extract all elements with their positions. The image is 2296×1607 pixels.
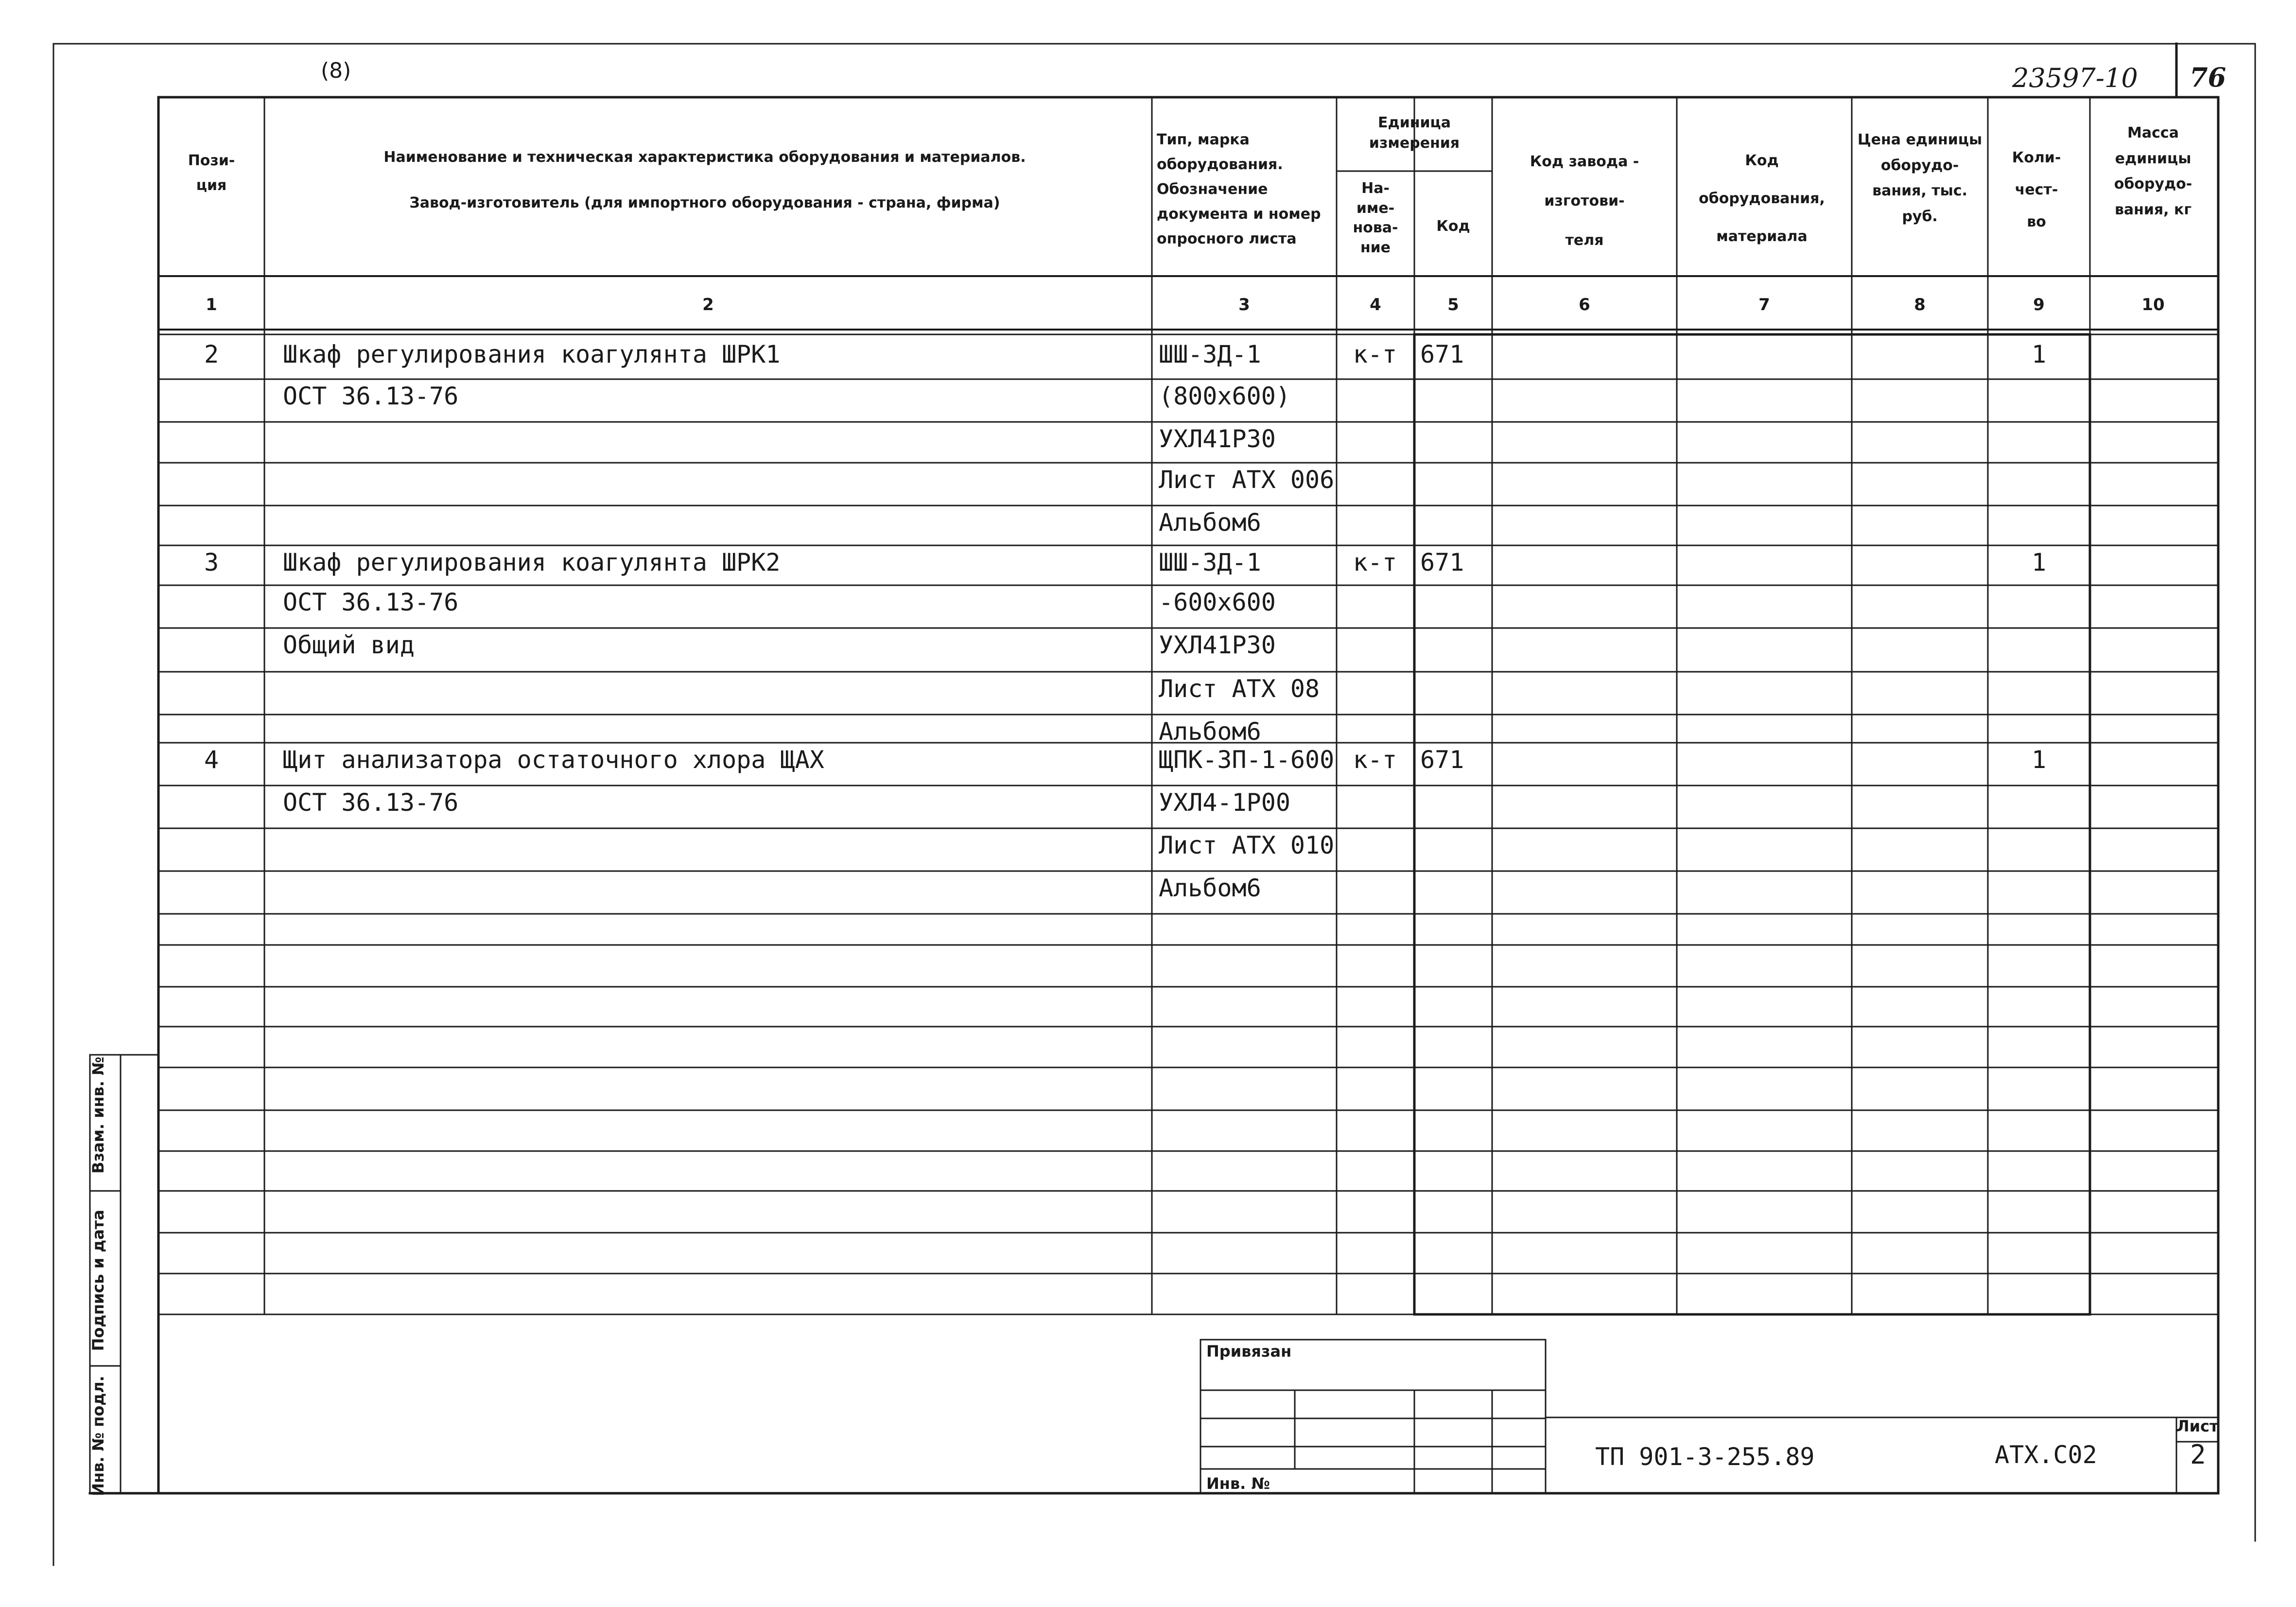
cell-type: (800х600) — [1159, 382, 1290, 410]
document-code: АТХ.С02 — [1995, 1441, 2097, 1469]
column-number-6: 6 — [1579, 295, 1590, 314]
header-name-line2: Завод-изготовитель (для импортного оборудования - страна, фирма) — [409, 194, 1000, 211]
top-note: (8) — [321, 58, 351, 83]
cell-position: 2 — [204, 340, 219, 368]
cell-type: УХЛ41Р30 — [1159, 631, 1276, 659]
cell-type: ШШ-3Д-1 — [1159, 340, 1261, 368]
cell-type: Альбом6 — [1159, 508, 1261, 537]
header-equipment-code: Код оборудования, материала — [1699, 152, 1825, 245]
sheet-number: 2 — [2190, 1439, 2206, 1470]
header-unit-name: На- име- нова- ние — [1353, 180, 1398, 256]
cell-type: ЩПК-3П-1-600 — [1159, 746, 1335, 774]
cell-type: УХЛ4-1Р00 — [1159, 788, 1290, 817]
column-number-5: 5 — [1447, 295, 1459, 314]
header-name-line1: Наименование и техническая характеристика оборудования и материалов. — [383, 149, 1026, 166]
header-price: Цена единицы оборудо- вания, тыс. руб. — [1857, 131, 1983, 225]
side-label-inv: Инв. № подл. — [89, 1376, 107, 1496]
cell-unit-code: 671 — [1420, 340, 1464, 368]
page-number: 76 — [2190, 62, 2226, 93]
cell-unit: к-т — [1353, 548, 1397, 576]
cell-name: Шкаф регулирования коагулянта ШРК1 — [283, 340, 781, 368]
column-number-8: 8 — [1914, 295, 1926, 314]
cell-name: Шкаф регулирования коагулянта ШРК2 — [283, 548, 781, 576]
cell-quantity: 1 — [2031, 340, 2047, 368]
cell-type: ШШ-3Д-1 — [1159, 548, 1261, 576]
header-mass: Масса единицы оборудо- вания, кг — [2114, 124, 2192, 218]
cell-name: ОСТ 36.13-76 — [283, 788, 459, 817]
header-quantity: Коли- чест- во — [2012, 149, 2061, 230]
doc-number: 23597-10 — [2012, 63, 2138, 93]
column-number-4: 4 — [1370, 295, 1381, 314]
cell-unit: к-т — [1353, 340, 1397, 368]
cell-name: ОСТ 36.13-76 — [283, 382, 459, 410]
cell-quantity: 1 — [2031, 746, 2047, 774]
column-number-3: 3 — [1238, 295, 1250, 314]
cell-position: 3 — [204, 548, 219, 576]
side-label-vzam: Взам. инв. № — [89, 1056, 107, 1174]
stamp-privyazan: Привязан — [1206, 1342, 1292, 1361]
cell-name: Щит анализатора остаточного хлора ЩАХ — [283, 746, 824, 774]
cell-type: УХЛ41Р30 — [1159, 425, 1276, 453]
header-factory-code: Код завода - изготови- теля — [1530, 153, 1639, 249]
header-unit-code: Код — [1436, 218, 1470, 235]
cell-type: Альбом6 — [1159, 874, 1261, 902]
side-label-podpis: Подпись и дата — [89, 1209, 107, 1351]
header-position: Пози- ция — [188, 152, 235, 194]
cell-name: ОСТ 36.13-76 — [283, 588, 459, 616]
column-number-2: 2 — [702, 295, 714, 314]
cell-type: Лист АТХ 010 — [1159, 831, 1335, 859]
cell-quantity: 1 — [2031, 548, 2047, 576]
cell-type: Лист АТХ 006 — [1159, 466, 1335, 494]
column-number-1: 1 — [206, 295, 217, 314]
column-number-7: 7 — [1758, 295, 1770, 314]
sheet-label: Лист — [2176, 1417, 2219, 1435]
cell-type: Лист АТХ 08 — [1159, 675, 1320, 703]
cell-name: Общий вид — [283, 631, 415, 659]
cell-unit: к-т — [1353, 746, 1397, 774]
cell-position: 4 — [204, 746, 219, 774]
project-code: ТП 901-3-255.89 — [1595, 1443, 1815, 1471]
header-type: Тип, марка оборудования. Обозначение документа и номер опросного листа — [1157, 131, 1321, 247]
header-unit-group: Единица измерения — [1369, 114, 1460, 152]
cell-type: -600х600 — [1159, 588, 1276, 616]
cell-type: Альбом6 — [1159, 717, 1261, 746]
column-number-10: 10 — [2141, 295, 2165, 314]
cell-unit-code: 671 — [1420, 548, 1464, 576]
column-number-9: 9 — [2033, 295, 2045, 314]
cell-unit-code: 671 — [1420, 746, 1464, 774]
stamp-inv-no: Инв. № — [1206, 1474, 1270, 1493]
